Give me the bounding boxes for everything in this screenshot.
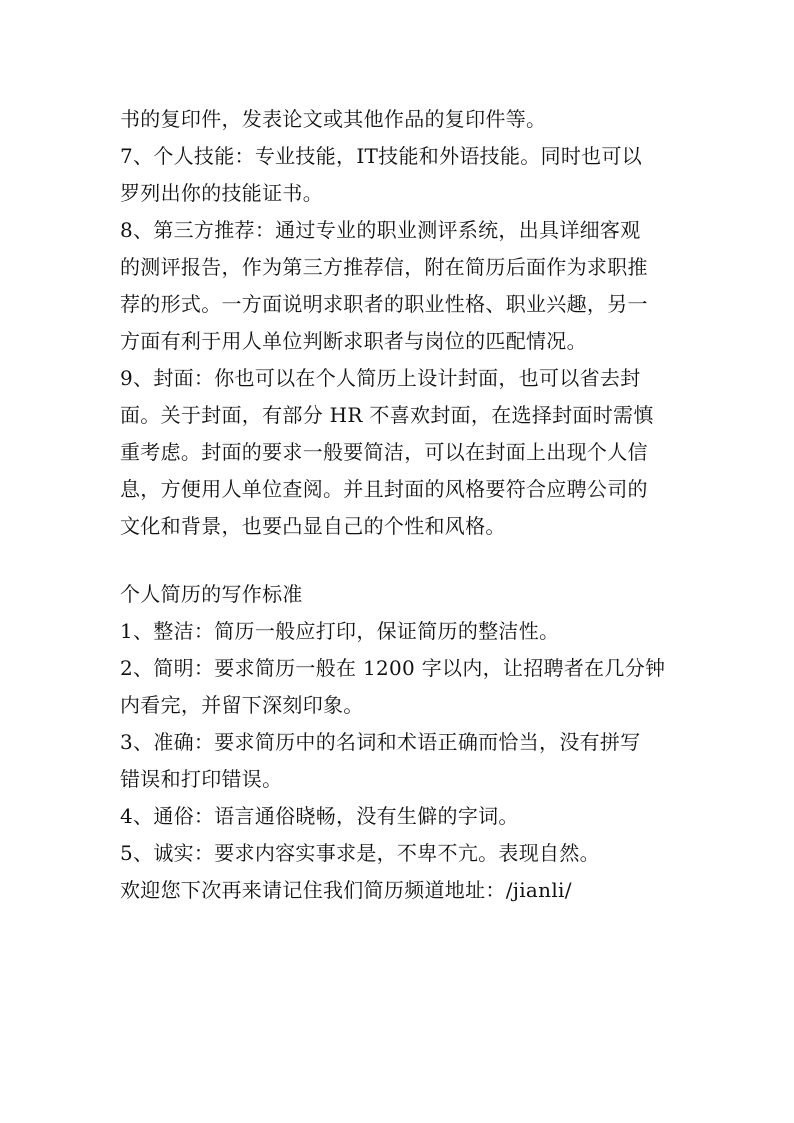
text-line: 4、通俗：语言通俗晓畅，没有生僻的字词。 [120, 804, 519, 828]
text-line: 7、个人技能：专业技能，IT技能和外语技能。同时也可以 [120, 144, 643, 168]
text-line: 的测评报告，作为第三方推荐信，附在简历后面作为求职推 [120, 255, 648, 279]
footer-link-text: 欢迎您下次再来请记住我们简历频道地址：/jianli/ [120, 878, 572, 902]
text-line: 1、整洁：简历一般应打印，保证简历的整洁性。 [120, 619, 560, 643]
text-line: 面。关于封面，有部分 HR 不喜欢封面，在选择封面时需慎 [120, 403, 654, 427]
text-line: 5、诚实：要求内容实事求是，不卑不亢。表现自然。 [120, 841, 600, 865]
text-line: 3、准确：要求简历中的名词和术语正确而恰当，没有拼写 [120, 730, 641, 754]
text-line: 罗列出你的技能证书。 [120, 181, 323, 205]
text-line: 错误和打印错误。 [120, 767, 283, 791]
text-line: 内看完，并留下深刻印象。 [120, 693, 364, 717]
text-line: 方面有利于用人单位判断求职者与岗位的匹配情况。 [120, 329, 587, 353]
text-line: 9、封面：你也可以在个人简历上设计封面，也可以省去封 [120, 366, 641, 390]
text-line: 文化和背景，也要凸显自己的个性和风格。 [120, 514, 506, 538]
text-line: 8、第三方推荐：通过专业的职业测评系统，出具详细客观 [120, 218, 641, 242]
text-line: 2、简明：要求简历一般在 1200 字以内，让招聘者在几分钟 [120, 656, 666, 680]
section-heading: 个人简历的写作标准 [120, 582, 303, 606]
text-line: 息，方便用人单位查阅。并且封面的风格要符合应聘公司的 [120, 477, 648, 501]
text-line: 书的复印件，发表论文或其他作品的复印件等。 [120, 107, 547, 131]
text-line: 重考虑。封面的要求一般要简洁，可以在封面上出现个人信 [120, 440, 648, 464]
document-page [120, 103, 680, 906]
text-line: 荐的形式。一方面说明求职者的职业性格、职业兴趣，另一 [120, 292, 648, 316]
